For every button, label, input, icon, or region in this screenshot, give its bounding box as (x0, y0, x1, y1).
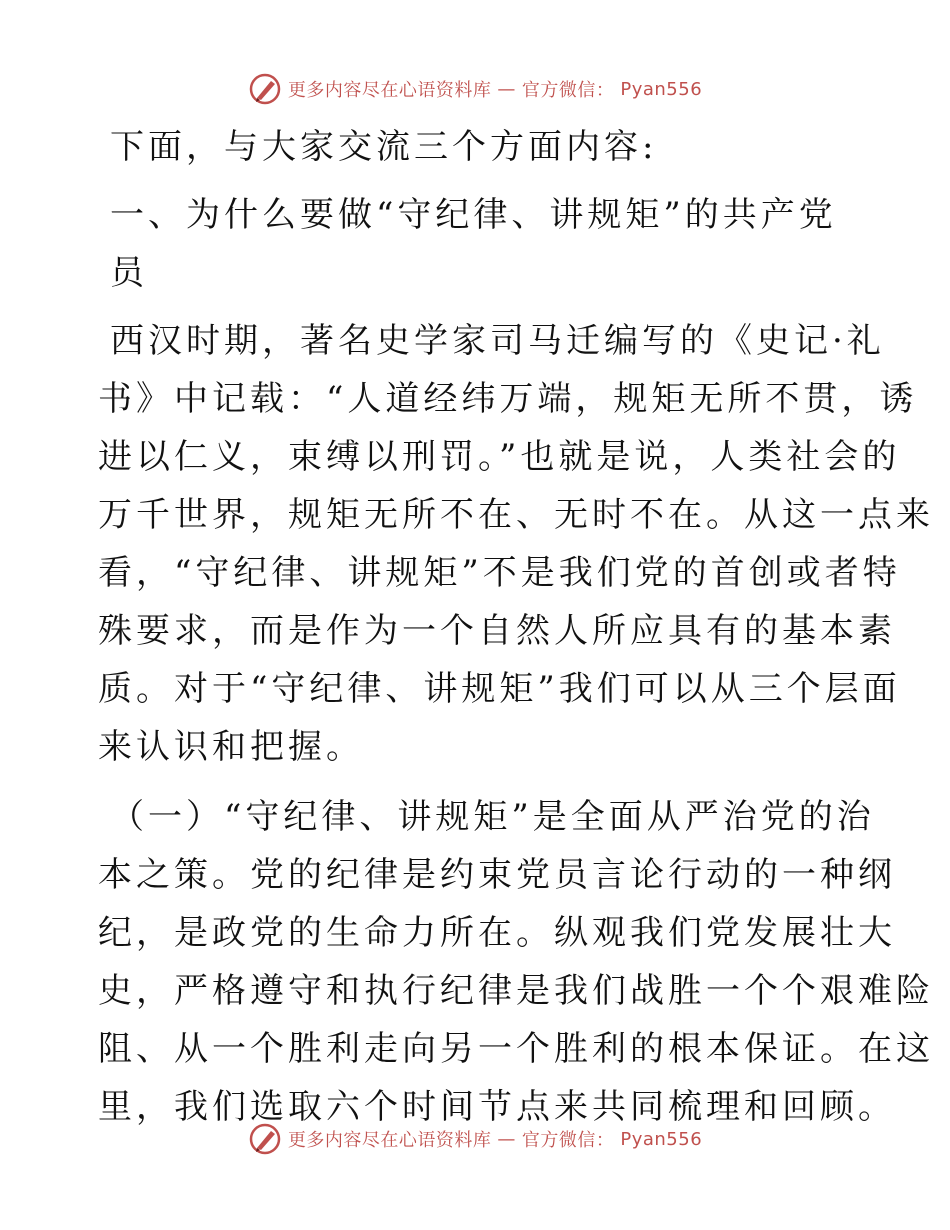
paragraph-1 (98, 312, 934, 776)
paragraph-line: 殊要求，而是作为一个自然人所应具有的基本素 (98, 611, 896, 651)
paragraph-2 (98, 788, 934, 1136)
watermark-official-label: 官方微信： (521, 1130, 615, 1151)
paragraph-line: 史，严格遵守和执行纪律是我们战胜一个个艰难险 (98, 971, 934, 1011)
watermark-official-label: 官方微信： (521, 80, 615, 101)
pen-logo-icon (248, 72, 282, 106)
watermark-banner-bottom (0, 1122, 950, 1156)
pen-logo-icon (248, 1122, 282, 1156)
watermark-brand: 更多内容尽在心语资料库 (287, 80, 492, 101)
paragraph-line: 纪，是政党的生命力所在。纵观我们党发展壮大 (98, 913, 896, 953)
intro-text: 下面，与大家交流三个方面内容: (110, 127, 658, 167)
paragraph-line: （一）“守纪律、讲规矩”是全面从严治党的治 (110, 797, 875, 837)
document-body (98, 118, 934, 1148)
watermark-wechat-id: Pyan556 (620, 78, 703, 100)
watermark-brand: 更多内容尽在心语资料库 (287, 1130, 492, 1151)
paragraph-line: 里，我们选取六个时间节点来共同梳理和回顾。 (98, 1087, 896, 1127)
paragraph-line: 万千世界，规矩无所不在、无时不在。从这一点来 (98, 495, 934, 535)
paragraph-line: 西汉时期，著名史学家司马迁编写的《史记·礼 (110, 321, 885, 361)
watermark-separator: — (497, 1128, 516, 1150)
watermark-wechat-id: Pyan556 (620, 1128, 703, 1150)
watermark-banner-top (0, 72, 950, 106)
paragraph-line: 本之策。党的纪律是约束党员言论行动的一种纲 (98, 855, 896, 895)
watermark-separator: — (497, 78, 516, 100)
paragraph-line: 书》中记载：“人道经纬万端，规矩无所不贯，诱 (98, 379, 918, 419)
section-heading: 一、为什么要做“守纪律、讲规矩”的共产党员 (110, 195, 837, 293)
paragraph-line: 质。对于“守纪律、讲规矩”我们可以从三个层面 (98, 669, 901, 709)
paragraph-line: 进以仁义，束缚以刑罚。”也就是说，人类社会的 (98, 437, 901, 477)
paragraph-line: 来认识和把握。 (98, 727, 364, 767)
paragraph-line: 看，“守纪律、讲规矩”不是我们党的首创或者特 (98, 553, 901, 593)
paragraph-line: 阻、从一个胜利走向另一个胜利的根本保证。在这 (98, 1029, 934, 1069)
